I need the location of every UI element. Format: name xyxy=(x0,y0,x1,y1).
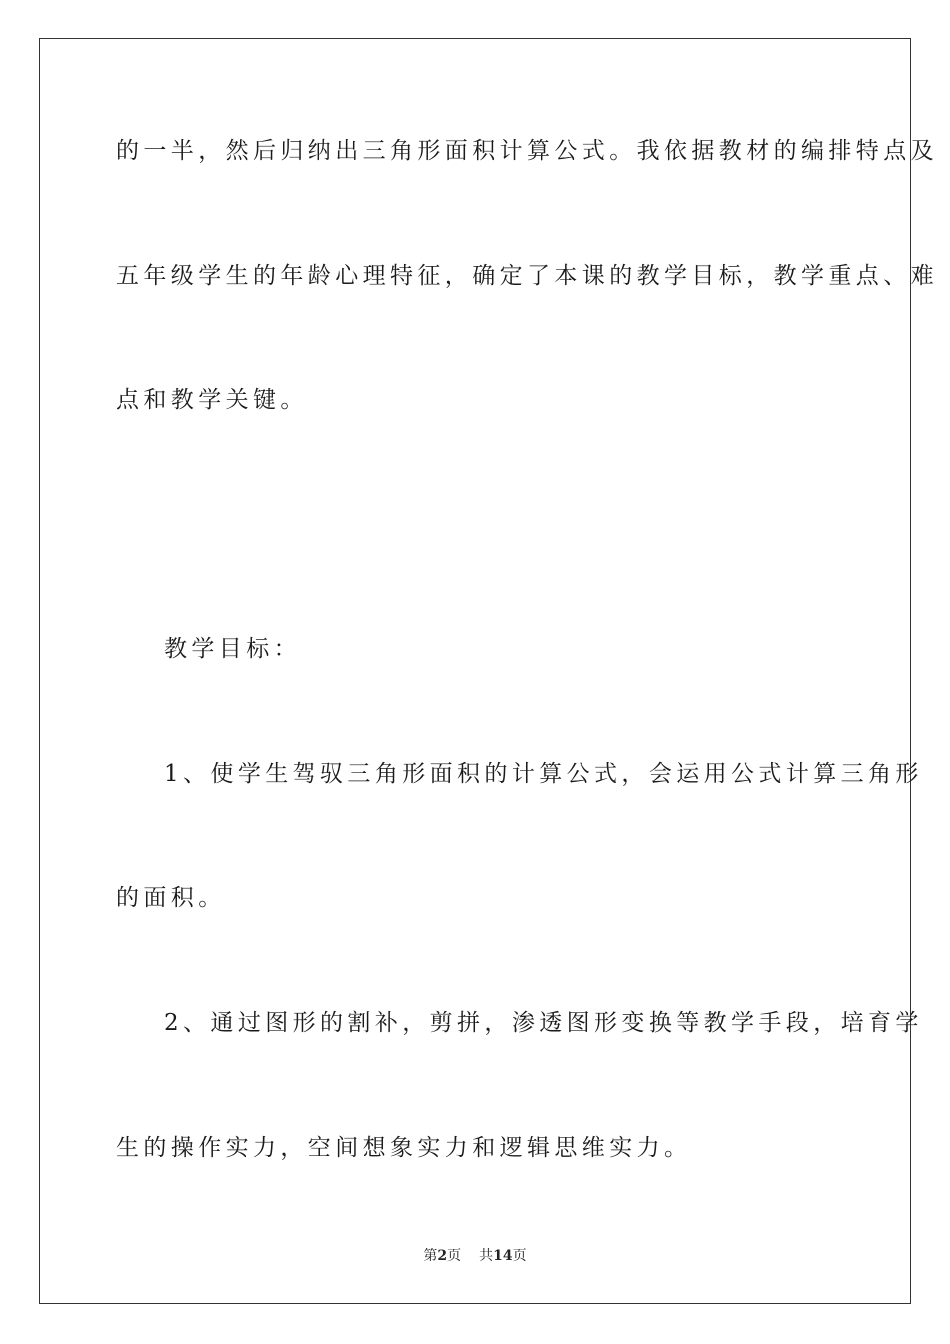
total-pages-label: 共14页 xyxy=(479,1248,527,1264)
paragraph-line-2: 五年级学生的年龄心理特征，确定了本课的教学目标，教学重点、难 xyxy=(116,263,938,289)
objective-1-line-2: 的面积。 xyxy=(116,885,226,911)
objective-2-line-1: 2、通过图形的割补，剪拼，渗透图形变换等教学手段，培育学 xyxy=(164,1010,923,1036)
page-number: 2 xyxy=(437,1248,448,1264)
objectives-heading: 教学目标： xyxy=(164,636,301,662)
total-pages: 14 xyxy=(493,1248,513,1264)
page-footer xyxy=(0,1247,950,1265)
objective-2-line-2: 生的操作实力，空间想象实力和逻辑思维实力。 xyxy=(116,1135,692,1161)
page-label: 第2页 xyxy=(423,1248,462,1264)
paragraph-line-1: 的一半，然后归纳出三角形面积计算公式。我依据教材的编排特点及 xyxy=(116,138,938,164)
page-border xyxy=(39,38,938,1304)
paragraph-line-3: 点和教学关键。 xyxy=(116,387,308,413)
objective-1-line-1: 1、使学生驾驭三角形面积的计算公式，会运用公式计算三角形 xyxy=(164,761,923,787)
